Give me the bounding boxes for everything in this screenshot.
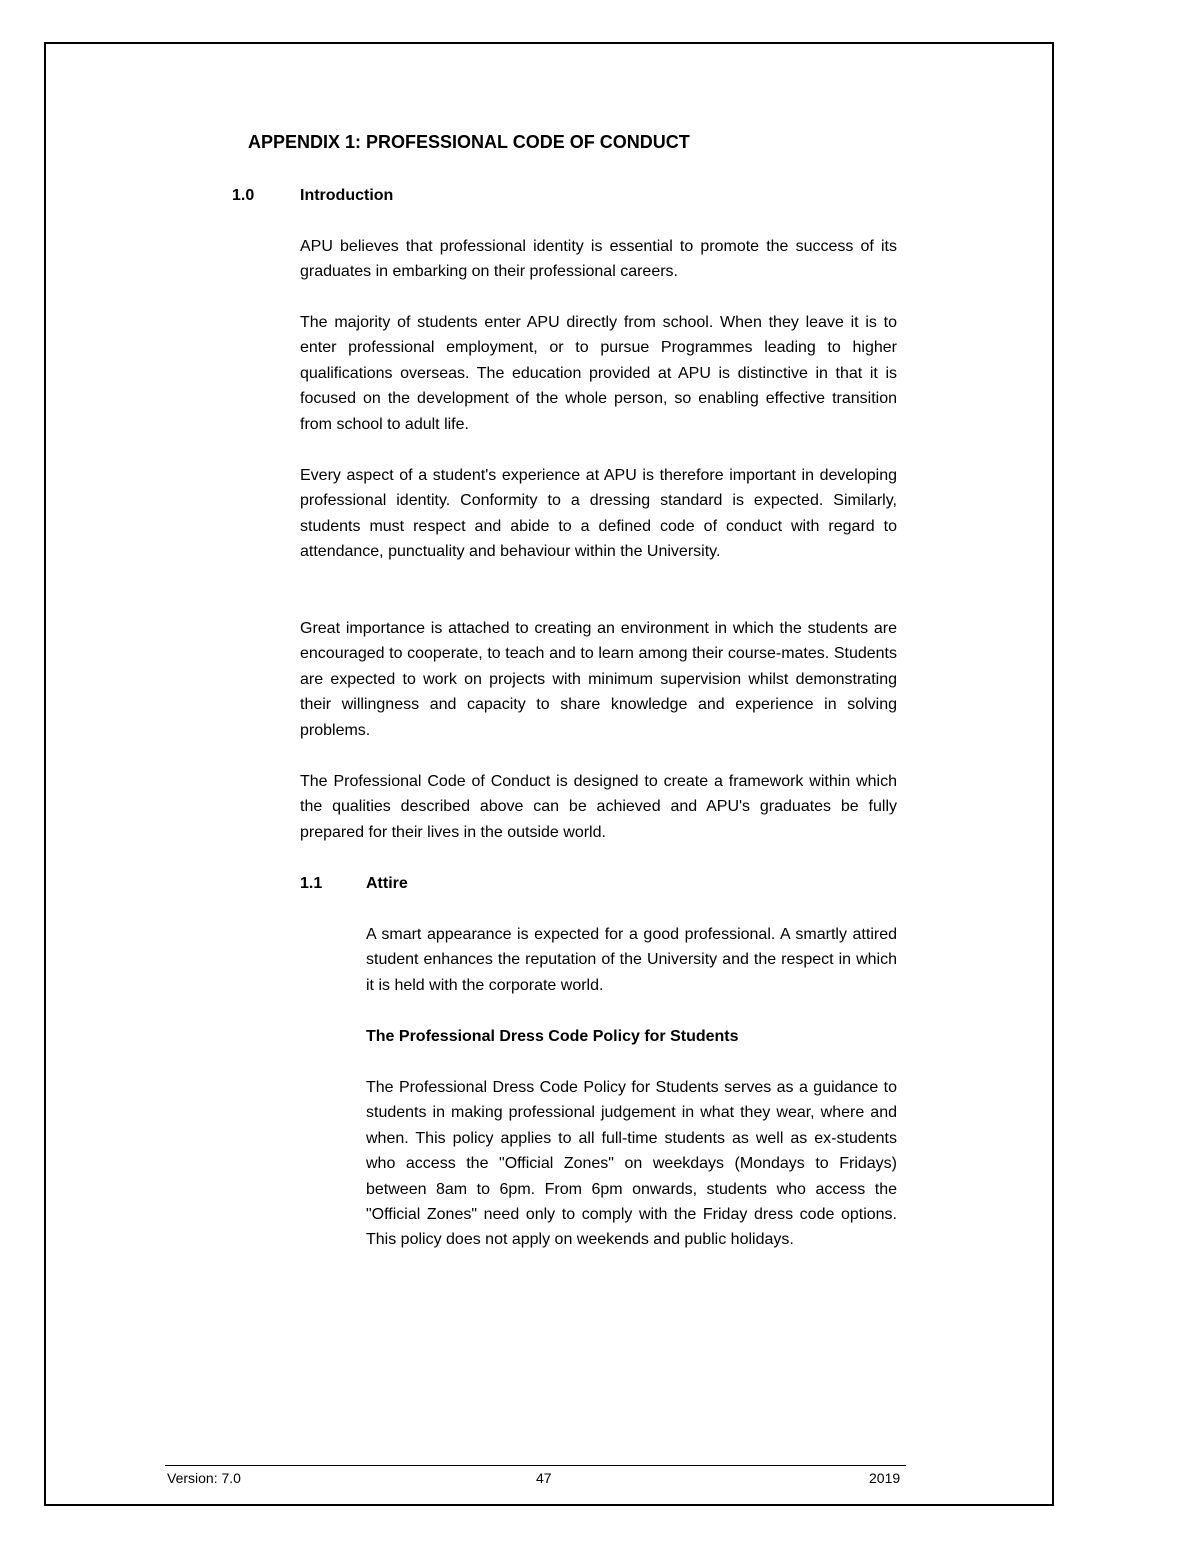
intro-paragraph-1: APU believes that professional identity is essential to promote the success of its graduates in embarking on their professional careers. bbox=[300, 238, 897, 281]
section-title-intro: Introduction bbox=[300, 187, 394, 204]
intro-paragraph-5: The Professional Code of Conduct is designed to create a framework within which the qualities described above can be achieved and APU's graduates be fully prepared for their lives in the outside world. bbox=[300, 773, 897, 841]
footer-year: 2019 bbox=[869, 1470, 901, 1486]
intro-paragraph-4: Great importance is attached to creating an environment in which the students are encouraged to cooperate, to teach and to learn among their course-mates. Students are expected to work on projects with minimum supervision whilst demonstrating their willingness and capacity to share knowledge and experience in solving problems. bbox=[300, 620, 897, 739]
intro-paragraph-2: The majority of students enter APU directly from school. When they leave it is to enter professional employment, or to pursue Programmes leading to higher qualifications overseas. The education provided at APU is distinctive in that it is focused on the development of the whole person, so enabling effective transition from school to adult life. bbox=[300, 314, 897, 433]
document-title: APPENDIX 1: PROFESSIONAL CODE OF CONDUCT bbox=[248, 132, 690, 152]
dress-code-subheading: The Professional Dress Code Policy for Students bbox=[366, 1028, 739, 1045]
footer-version: Version: 7.0 bbox=[167, 1470, 241, 1486]
section-title-attire: Attire bbox=[366, 875, 408, 892]
section-number-attire: 1.1 bbox=[300, 875, 323, 892]
dress-code-paragraph: The Professional Dress Code Policy for Students serves as a guidance to students in making professional judgement in what they wear, where and when. This policy applies to all full-time students as well as ex-students who access the "Official Zones" on weekdays (Mondays to Fridays) between 8am to 6pm. From 6pm onwards, students who access the "Official Zones" need only to comply with the Friday dress code options. This policy does not apply on weekends and public holidays. bbox=[366, 1079, 897, 1249]
intro-paragraph-3: Every aspect of a student's experience at APU is therefore important in developing professional identity. Conformity to a dressing standard is expected. Similarly, students must respect and abide to a defined code of conduct with regard to attendance, punctuality and behaviour within the University. bbox=[300, 467, 897, 561]
section-number-intro: 1.0 bbox=[232, 187, 255, 204]
footer-page-number: 47 bbox=[536, 1470, 552, 1486]
attire-paragraph-1: A smart appearance is expected for a good professional. A smartly attired student enhances the reputation of the University and the respect in which it is held with the corporate world. bbox=[366, 926, 897, 994]
footer-divider bbox=[165, 1465, 906, 1466]
